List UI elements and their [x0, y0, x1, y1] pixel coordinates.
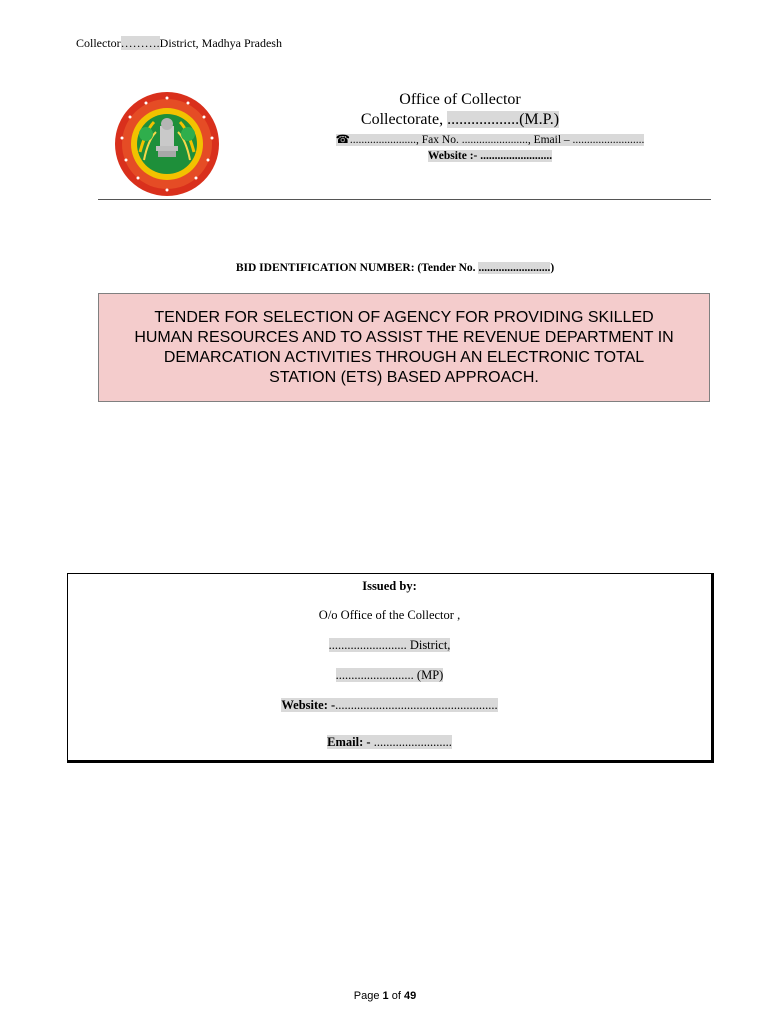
issued-website: [68, 698, 711, 713]
page-label: Page: [353, 990, 383, 1002]
issued-email: [68, 735, 711, 750]
page-current: 1: [382, 990, 389, 1002]
page-number: [0, 990, 770, 1002]
issued-website-label: Website: -: [281, 698, 336, 712]
issued-district: [68, 638, 711, 653]
issued-state: [68, 668, 711, 683]
collectorate-blank: ..................: [447, 111, 520, 128]
running-header-blank: ……….: [120, 36, 160, 50]
issued-website-blank: ....................................................: [335, 698, 498, 712]
page-total: 49: [403, 990, 417, 1002]
running-header-suffix: District, Madhya Pradesh: [159, 36, 282, 50]
collectorate-suffix: (M.P.): [519, 111, 560, 128]
phone-icon: ☎: [335, 134, 350, 146]
bid-identification: [0, 262, 770, 274]
tender-title-box: [98, 293, 710, 402]
bid-label: BID IDENTIFICATION NUMBER: (Tender No.: [235, 262, 479, 274]
office-title: Office of Collector: [399, 91, 521, 108]
bid-blank: .........................: [478, 262, 551, 274]
tender-title-line-2: HUMAN RESOURCES AND TO ASSIST THE REVENUE DEPARTMENT IN: [134, 329, 674, 346]
mp-blank: .........................: [335, 668, 414, 682]
website-line: [240, 148, 740, 164]
running-header: [76, 36, 282, 51]
district-blank: .........................: [328, 638, 407, 652]
tender-title-line-3: DEMARCATION ACTIVITIES THROUGH AN ELECTRONIC TOTAL: [163, 349, 645, 366]
page-of: of: [388, 990, 404, 1002]
website-blank: .........................: [480, 150, 553, 162]
collectorate-line: [180, 110, 740, 130]
mp-suffix: (MP): [413, 668, 444, 682]
contact-line: [240, 132, 740, 148]
issued-office: O/o Office of the Collector ,: [318, 608, 461, 622]
tender-title-line-1: TENDER FOR SELECTION OF AGENCY FOR PROVIDING SKILLED: [154, 309, 654, 326]
header-divider: [98, 199, 711, 200]
office-header: [240, 90, 740, 164]
contact-details: ......................., Fax No. ......................., Email – .........................: [349, 134, 645, 146]
issued-email-label: Email: -: [327, 735, 374, 749]
issued-by-box: [67, 573, 714, 763]
issued-heading: Issued by:: [362, 579, 417, 593]
bid-close: ): [550, 262, 555, 274]
website-label: Website :-: [427, 150, 481, 162]
issued-email-blank: .........................: [373, 735, 452, 749]
collectorate-prefix: Collectorate,: [360, 111, 448, 128]
district-suffix: District,: [406, 638, 451, 652]
tender-title-line-4: STATION (ETS) BASED APPROACH.: [269, 369, 539, 386]
running-header-prefix: Collector: [76, 36, 121, 50]
